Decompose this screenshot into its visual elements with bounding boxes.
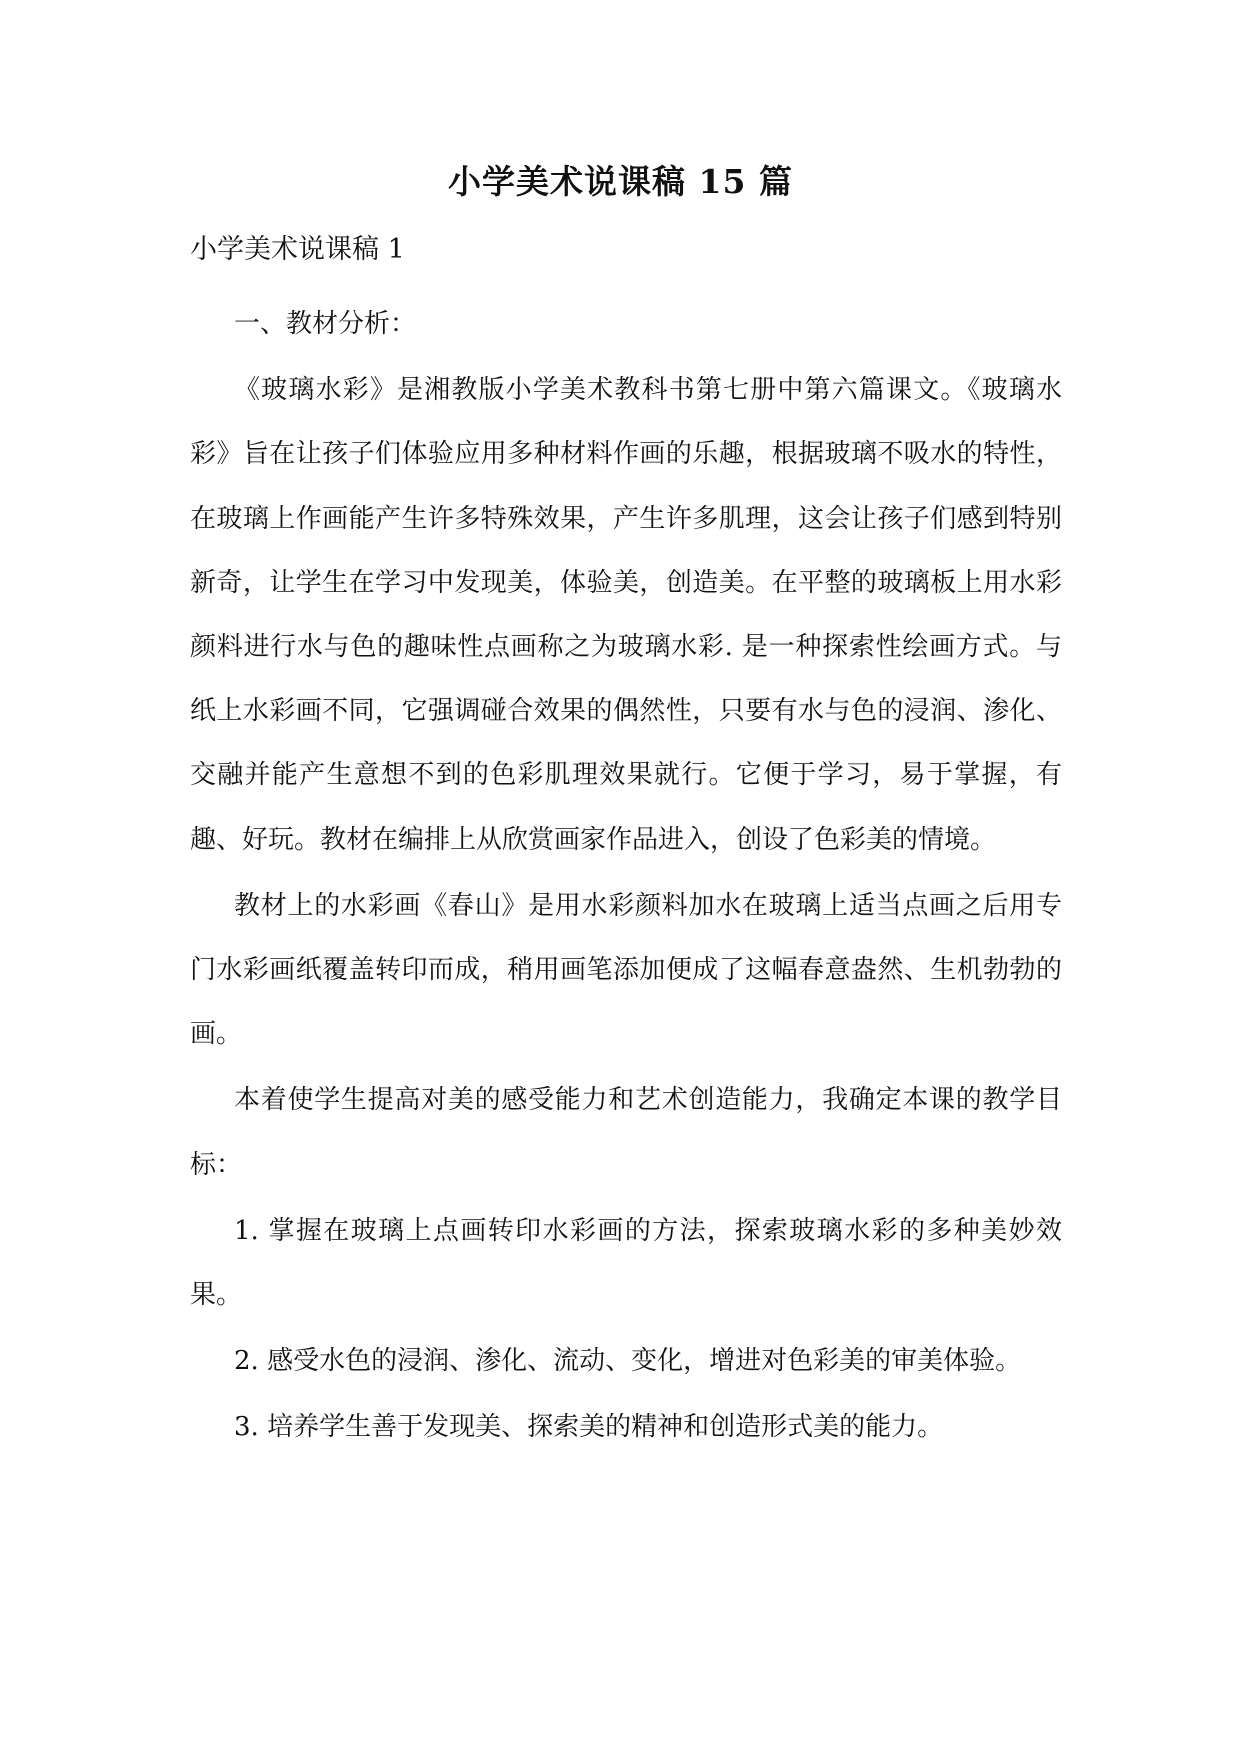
section-heading: 小学美术说课稿 1 [190, 234, 405, 265]
paragraph-analysis-heading: 一、教材分析： [234, 309, 417, 339]
paragraph-goal-2: 2. 感受水色的浸润、渗化、流动、变化，增进对色彩美的审美体验。 [234, 1346, 1022, 1377]
document-body [190, 292, 1062, 1462]
paragraph-teaching-goals-intro: 本着使学生提高对美的感受能力和艺术创造能力，我确定本课的教学目标： [190, 1085, 1062, 1180]
paragraph-spring-mountain: 教材上的水彩画《春山》是用水彩颜料加水在玻璃上适当点画之后用专门水彩画纸覆盖转印而成，稍用画笔添加便成了这幅春意盎然、生机勃勃的画。 [190, 890, 1062, 1050]
paragraph-goal-1: 1. 掌握在玻璃上点画转印水彩画的方法，探索玻璃水彩的多种美妙效果。 [190, 1215, 1062, 1311]
paragraph-goal-3: 3. 培养学生善于发现美、探索美的精神和创造形式美的能力。 [234, 1412, 944, 1443]
document-title: 小学美术说课稿 15 篇 [448, 162, 793, 201]
paragraph-material-analysis: 《玻璃水彩》是湘教版小学美术教科书第七册中第六篇课文。《玻璃水彩》旨在让孩子们体验应用多种材料作画的乐趣，根据玻璃不吸水的特性，在玻璃上作画能产生许多特殊效果，产生许多肌理，这会让孩子们感到特别新奇，让学生在学习中发现美，体验美，创造美。在平整的玻璃板上用水彩颜料进行水与色的趣味性点画称之为玻璃水彩. 是一种探索性绘画方式。与纸上水彩画不同，它强调碰合效果的偶然性，只要有水与色的浸润、渗化、交融并能产生意想不到的色彩肌理效果就行。它便于学习，易于掌握，有趣、好玩。教材在编排上从欣赏画家作品进入，创设了色彩美的情境。 [190, 375, 1062, 855]
